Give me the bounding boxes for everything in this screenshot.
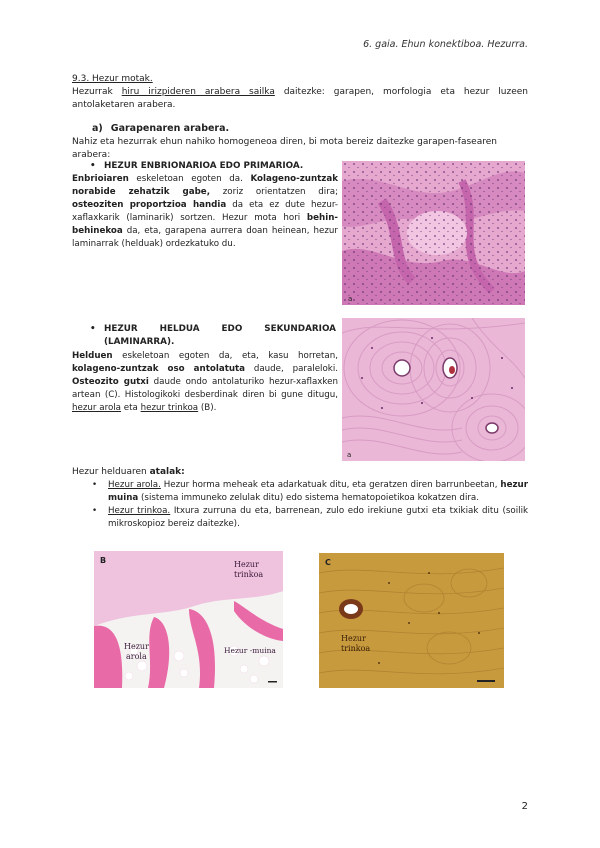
list-item: • Hezur arola. Hezur horma meheak eta adarkatuak ditu, eta geratzen diren barrunbeetan, hezur muina (sistema immuneko zelulak ditu) edo sistema hematopoietikoa kokatzen dira. xyxy=(92,480,528,503)
lamellar-bone-micrograph xyxy=(342,318,525,461)
figure-c-label-1: Hezur xyxy=(341,634,366,643)
woven-bone-image-label: a xyxy=(348,295,353,303)
figure-c-letter: C xyxy=(325,558,331,567)
figure-b-label-muina: Hezur -muina xyxy=(224,646,276,655)
type2-paragraph: Helduen eskeletoan egoten da, eta, kasu horretan, kolageno-zuntzak oso antolatuta daude, paraleloki. Osteozito gutxi daude ondo antolaturiko hezur-xaflaxken artean (C). Histologikoki desberdinak diren bi gune ditugu, hezur arola eta hezur trinkoa (B). xyxy=(72,351,338,413)
subsection-intro: Nahiz eta hezurrak ehun nahiko homogeneoa diren, bi mota bereiz daitezke garapen-fasearen arabera: xyxy=(72,137,497,160)
parts-heading: Hezur helduaren atalak: xyxy=(72,467,185,477)
figure-c-label-2: trinkoa xyxy=(341,644,371,653)
type2-heading: • HEZUR HELDUA EDO SEKUNDARIOA (LAMINARRA). xyxy=(90,324,336,347)
compact-bone-micrograph-c xyxy=(319,553,504,688)
type1-paragraph: Enbrioiaren eskeletoan egoten da. Kolageno-zuntzak norabide zehatzik gabe, zoriz orientatzen dira; osteoziten proportzioa handia da eta ez dute hezur-xaflaxkarik (laminarik) sortzen. Hezur mota hori behin-behinekoa da, eta, garapena aurrera doan heinean, hezur laminarrak (helduak) ordezkatuko du. xyxy=(72,174,339,249)
figure-b-label-arola-1: Hezur xyxy=(124,642,149,651)
figure-b-label-trinkoa-2: trinkoa xyxy=(234,570,264,579)
subsection-heading: a) Garapenaren arabera. xyxy=(92,123,230,134)
criteria-underlined: hiru irizpideren arabera sailka xyxy=(121,87,275,97)
list-item: • Hezur trinkoa. Itxura zurruna du eta, barrenean, zulo edo irekiune gutxi eta txikiak ditu (soilik mikroskopioz bereiz daitezke). xyxy=(92,506,529,529)
lamellar-bone-image-label: a xyxy=(347,451,352,459)
spongy-bone-micrograph-b xyxy=(94,551,283,688)
parts-list xyxy=(92,479,528,531)
figure-b-label-arola-2: arola xyxy=(126,652,147,661)
figure-b-letter: B xyxy=(100,556,107,565)
figure-b-label-trinkoa-1: Hezur xyxy=(234,560,259,569)
section-title: 9.3. Hezur motak. xyxy=(72,74,153,84)
type1-heading: • HEZUR ENBRIONARIOA EDO PRIMARIOA. xyxy=(90,161,304,171)
woven-bone-micrograph xyxy=(342,161,525,305)
page-number: 2 xyxy=(521,801,528,812)
running-header: 6. gaia. Ehun konektiboa. Hezurra. xyxy=(363,39,528,50)
section-intro: Hezurrak hiru irizpideren arabera sailka daitezke: garapen, morfologia eta hezur luzeen antolaketaren arabera. xyxy=(72,87,528,110)
